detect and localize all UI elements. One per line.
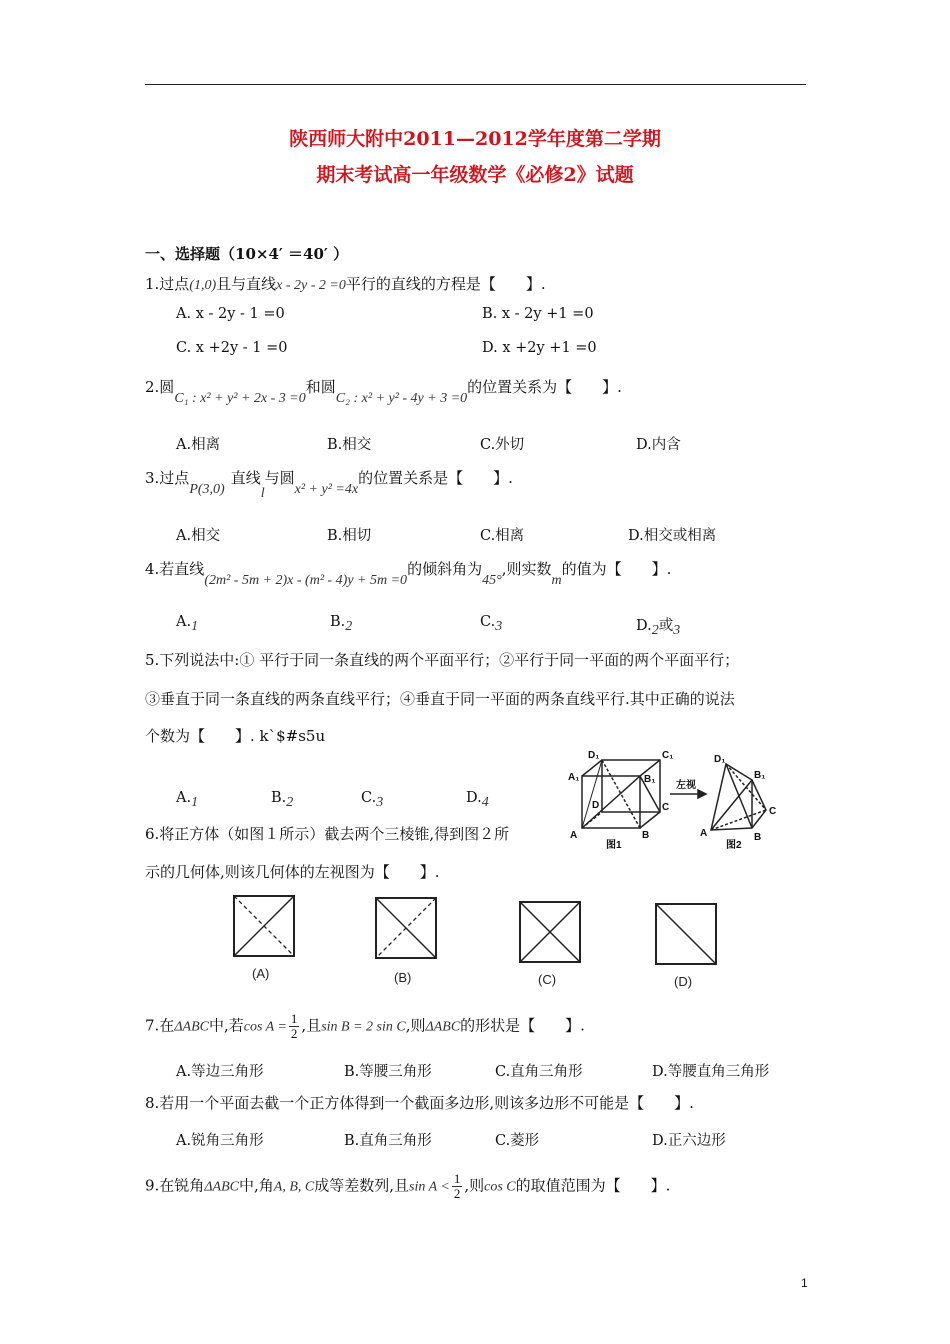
label-c: C (662, 802, 670, 813)
choice-c-label: (C) (538, 972, 557, 987)
header-rule (145, 84, 806, 85)
q7-option-d: D.等腰直角三角形 (652, 1064, 770, 1080)
q3-option-b: B.相切 (327, 528, 372, 544)
q3-option-c: C.相离 (480, 528, 525, 544)
fig2-label-b: B (754, 832, 762, 843)
question-3: 3.过点P(3,0)直线l与圆x² + y² =4x的位置关系是【 】. (145, 469, 513, 501)
fig2-caption: 图2 (726, 840, 742, 851)
fig2-label-a: A (700, 828, 708, 839)
label-d: D (592, 800, 600, 811)
label-a1: A₁ (568, 772, 580, 783)
fig1-caption: 图1 (606, 840, 622, 851)
question-5-line-3: 个数为【 】. k`$#s5u (145, 727, 326, 745)
left-view-choices (222, 888, 732, 990)
fig2-label-c: C (769, 806, 777, 817)
cube-figures (566, 744, 792, 852)
q3-option-d: D.相交或相离 (628, 528, 717, 544)
q2-option-b: B.相交 (327, 437, 372, 453)
page-number: 1 (801, 1276, 808, 1290)
q4-option-d: D.2或3 (636, 618, 681, 638)
q5-option-c: C.3 (361, 790, 384, 810)
question-5-line-1: 5.下列说法中:① 平行于同一条直线的两个平面平行；②平行于同一平面的两个平面平行； (145, 651, 740, 669)
label-c1: C₁ (662, 750, 674, 761)
question-6-line-2: 示的几何体,则该几何体的左视图为【 】. (145, 863, 440, 881)
q4-option-c: C.3 (480, 614, 503, 634)
q8-option-b: B.直角三角形 (344, 1133, 432, 1149)
section-heading: 一、选择题（10×4′ ＝40′ ） (145, 245, 349, 263)
question-8: 8.若用一个平面去截一个正方体得到一个截面多边形,则该多边形不可能是【 】. (145, 1094, 694, 1112)
label-d1: D₁ (588, 750, 600, 761)
q1-option-c: C. x +2y - 1 =0 (176, 340, 288, 356)
title-line-1: 陕西师大附中2011—2012学年度第二学期 (289, 128, 661, 150)
question-1: 1.过点(1,0)且与直线x - 2y - 2 =0平行的直线的方程是【 】. (145, 275, 546, 293)
label-b: B (642, 830, 650, 841)
label-a: A (570, 830, 578, 841)
question-6-line-1: 6.将正方体（如图１所示）截去两个三棱锥,得到图２所 (145, 825, 510, 843)
question-2: 2.圆C₁ : x² + y² + 2x - 3 =0和圆C₂ : x² + y² - 4y + 3 =0的位置关系为【 】. (145, 378, 622, 406)
q5-option-d: D.4 (466, 790, 489, 810)
q7-option-b: B.等腰三角形 (344, 1064, 432, 1080)
q5-option-a: A.1 (176, 790, 199, 810)
q4-option-a: A.1 (176, 614, 199, 634)
q2-option-c: C.外切 (480, 437, 525, 453)
q2-option-a: A.相离 (176, 437, 221, 453)
q8-option-a: A.锐角三角形 (176, 1133, 264, 1149)
q2-option-d: D.内含 (636, 437, 681, 453)
question-7: 7.在ΔABC中,若cos A = $\frac{1}{2}$ ,且sin B = 2 sin C,则ΔABC的形状是【 】. (145, 1011, 585, 1041)
question-4: 4.若直线(2m² - 5m + 2)x - (m² - 4)y + 5m =0的倾斜角为45°,则实数m的值为【 】. (145, 560, 672, 588)
q1-option-a: A. x - 2y - 1 =0 (176, 306, 285, 322)
fig2-label-d1: D₁ (714, 754, 726, 765)
q3-option-a: A.相交 (176, 528, 221, 544)
question-9: 9.在锐角ΔABC中,角A, B, C成等差数列,且sin A < $\frac{1}{2}$ ,则cos C的取值范围为【 】. (145, 1171, 671, 1201)
q1-option-b: B. x - 2y +1 =0 (482, 306, 594, 322)
q8-option-d: D.正六边形 (652, 1133, 726, 1149)
choice-a-label: (A) (252, 966, 270, 981)
label-b1: B₁ (644, 774, 656, 785)
q7-option-c: C.直角三角形 (495, 1064, 583, 1080)
choice-b-label: (B) (394, 970, 412, 985)
fig2-label-b1: B₁ (754, 770, 766, 781)
choice-d-label: (D) (674, 974, 693, 989)
q5-option-b: B.2 (271, 790, 294, 810)
question-5-line-2: ③垂直于同一条直线的两条直线平行；④垂直于同一平面的两条直线平行.其中正确的说法 (145, 690, 735, 708)
q7-option-a: A.等边三角形 (176, 1064, 264, 1080)
arrow-label: 左视 (676, 780, 696, 791)
title-line-2: 期末考试高一年级数学《必修2》试题 (316, 164, 634, 186)
q4-option-b: B.2 (330, 614, 353, 634)
q8-option-c: C.菱形 (495, 1133, 540, 1149)
q1-option-d: D. x +2y +1 =0 (482, 340, 597, 356)
